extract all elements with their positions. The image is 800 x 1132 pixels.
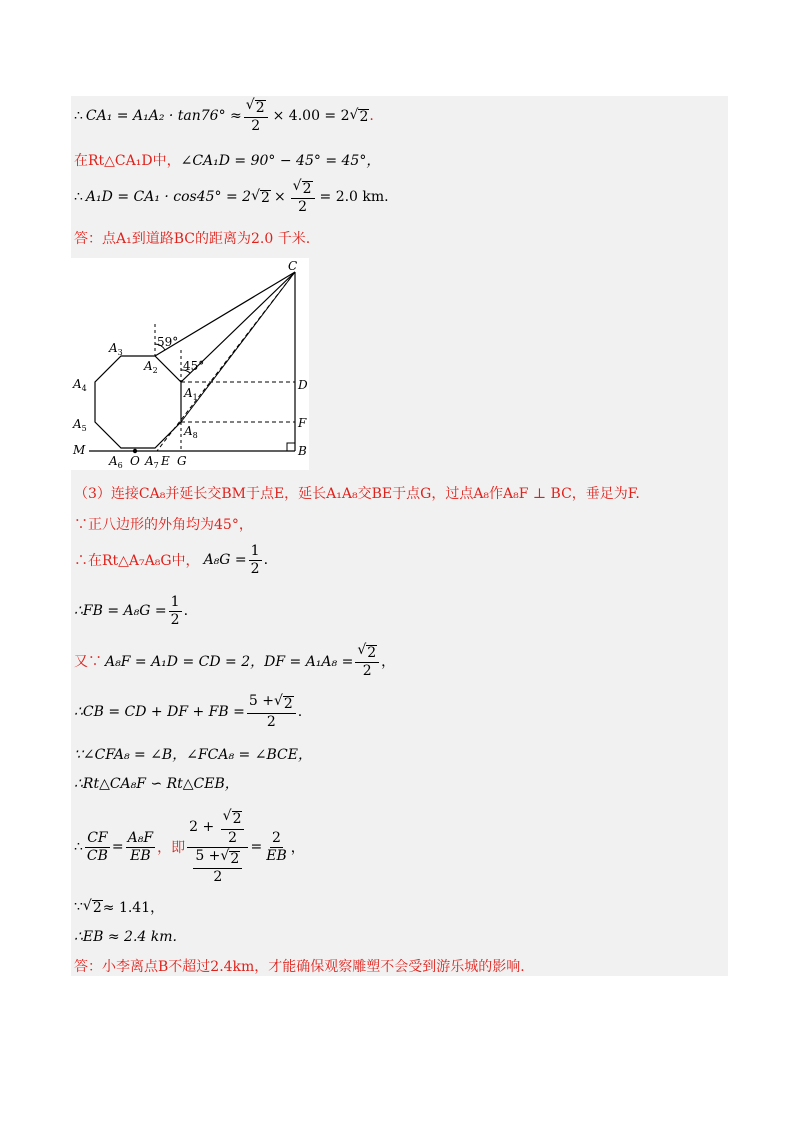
- line-a8g: ∴在Rt△A₇A₈G中， A₈G = $\frac{1}{2}$ .: [74, 542, 269, 577]
- answer-text: 答：小李离点B不超过2.4km，才能确保观察雕塑不会受到游乐城的影响.: [74, 959, 525, 975]
- a1d-result: = 2.0 km.: [319, 189, 389, 205]
- part3-intro: [74, 478, 640, 508]
- line-ca1: [74, 96, 374, 135]
- sqrt-approx-value: ≈ 1.41，: [102, 900, 165, 916]
- frac-num: 2: [272, 829, 281, 846]
- answer-text: 答：点A₁到道路BC的距离为2.0 千米.: [74, 231, 311, 247]
- a8g-equation: A₈G =: [203, 552, 247, 568]
- sqrt-2: √ 2: [82, 897, 102, 916]
- label-a1: $A_1$: [184, 386, 198, 402]
- big-num-sqrt: 2: [232, 811, 242, 828]
- frac-num: 2: [367, 644, 377, 661]
- line-ca8: [181, 272, 295, 422]
- angle-equation: ∠CA₁D = 90° − 45° = 45°，: [180, 153, 381, 169]
- frac-den: EB: [266, 847, 287, 864]
- frac-den: 2: [298, 199, 308, 216]
- sqrt2-over-2: √ 2 2: [244, 98, 268, 134]
- therefore-symbol: ∴: [74, 189, 83, 205]
- answer-part3: [74, 951, 525, 981]
- one-half: [169, 595, 182, 627]
- line-rt-triangle: [74, 145, 380, 175]
- big-num-den: 2: [228, 829, 238, 846]
- frac-num: 2: [302, 180, 312, 197]
- frac-num: A₈F: [127, 829, 154, 846]
- sqrt-2: √ 2: [349, 106, 369, 125]
- therefore-symbol: ∴: [74, 839, 83, 855]
- line-angles: [74, 739, 312, 769]
- fb-equation: ∴FB = A₈G =: [74, 603, 167, 619]
- a1d-equation: A₁D = CA₁ · cos45° = 2: [85, 189, 252, 205]
- frac-num-pre: 5 +: [248, 692, 274, 709]
- line-similar: [74, 768, 239, 798]
- big-num-pre: 2 +: [189, 819, 215, 836]
- label-a5: $A_5$: [73, 417, 87, 433]
- label-a6: $A_6$: [109, 454, 123, 470]
- sqrt-2: √ 2: [251, 187, 270, 206]
- cb-equation: ∴CB = CD + DF + FB =: [74, 704, 245, 720]
- sqrt-radicand: 2: [92, 899, 102, 916]
- label-d: D: [298, 378, 308, 392]
- ca1-tail: × 4.00 = 2: [272, 108, 350, 124]
- label-c: C: [288, 259, 298, 273]
- frac-num: CF: [87, 829, 108, 846]
- rt-triangle-text: 在Rt△CA₁D中，: [74, 153, 181, 169]
- line-a8f: 又∵ A₈F = A₁D = CD = 2，DF = A₁A₈ = √ 2 2 ，: [74, 641, 396, 680]
- sqrt2-over-2: √ 2 2: [291, 179, 315, 215]
- label-a2: $A_2$: [144, 359, 158, 375]
- therefore-symbol: ∴: [74, 108, 83, 124]
- label-angle-59: 59°: [157, 335, 179, 349]
- sqrt-radicand: 2: [261, 189, 270, 206]
- big-den-pre: 5 +: [195, 847, 221, 864]
- frac-den: 2: [250, 560, 260, 577]
- a8g-prefix: ∴在Rt△A₇A₈G中，: [74, 553, 200, 569]
- label-m: M: [73, 443, 86, 457]
- label-g: G: [177, 454, 187, 468]
- angles-equation: ∵∠CFA₈ = ∠B，∠FCA₈ = ∠BCE，: [74, 747, 312, 763]
- line-ratio: ∴ $\frac{CF}{CB}$ = $\frac{\text{A₈F}}{EB}$ ，即 2 + √ 2 2 5 + √ 2 2 = $\frac{2}{EB}$ ，: [74, 808, 305, 885]
- frac-den: 2: [170, 611, 180, 628]
- label-a7: $A_7$: [145, 454, 159, 470]
- frac-den: 2: [251, 118, 261, 135]
- compound-fraction: 2 + √ 2 2 5 + √ 2 2: [187, 809, 248, 884]
- eb-result: ∴EB ≈ 2.4 km.: [74, 929, 177, 945]
- line-exterior-angle: [74, 509, 253, 539]
- frac-num: 1: [250, 542, 260, 559]
- sqrt-radicand: 2: [359, 108, 369, 125]
- line-a1d: [74, 177, 389, 216]
- label-angle-45: 45°: [183, 359, 205, 373]
- ca1-equation: CA₁ = A₁A₂ · tan76° ≈: [85, 108, 242, 124]
- label-e: E: [161, 454, 170, 468]
- geometry-diagram: [71, 258, 309, 470]
- a8f-equation: A₈F = A₁D = CD = 2，DF = A₁A₈ =: [105, 654, 354, 670]
- octagon-shape: [95, 356, 181, 448]
- sqrt2-over-2: √ 2 2: [355, 643, 379, 679]
- frac-den: 2: [266, 714, 276, 731]
- frac-num: 1: [170, 593, 180, 610]
- line-cb: ∴CB = CD + DF + FB = 5 + √ 2 2 .: [74, 692, 303, 731]
- one-half: [249, 544, 262, 576]
- five-plus-sqrt2-over-2: 5 + √ 2 2: [247, 694, 296, 730]
- big-den-sqrt: 2: [230, 850, 240, 867]
- period: .: [369, 108, 374, 124]
- a8f-prefix: 又∵: [74, 654, 102, 670]
- line-eb: [74, 922, 177, 952]
- frac-den: CB: [86, 847, 108, 864]
- frac-den: EB: [130, 847, 151, 864]
- octagon-figure: [71, 258, 309, 470]
- label-o: O: [130, 454, 140, 468]
- times-symbol: ×: [273, 189, 286, 205]
- part3-intro-text: （3）连接CA₈并延长交BM于点E，延长A₁A₈交BE于点G，过点A₈作A₈F ⊥ BC，垂足为F.: [74, 486, 640, 502]
- frac-num-sqrt: 2: [283, 695, 293, 712]
- point-o: [133, 449, 137, 453]
- label-a4: $A_4$: [73, 377, 87, 393]
- label-f: F: [298, 416, 307, 430]
- line-fb: ∴FB = A₈G = $\frac{1}{2}$ .: [74, 593, 189, 628]
- two-over-eb: [264, 831, 289, 863]
- line-sqrt-approx: [74, 892, 164, 922]
- frac-den: 2: [362, 663, 372, 680]
- a8f-over-eb: [126, 831, 155, 863]
- label-b: B: [298, 444, 307, 458]
- label-a8: $A_8$: [184, 424, 198, 440]
- big-den-den: 2: [213, 868, 223, 885]
- exterior-angle-text: ∵正八边形的外角均为45°，: [74, 517, 253, 533]
- label-a3: $A_3$: [109, 341, 123, 357]
- cf-over-cb: [85, 831, 110, 863]
- ratio-mid-text: ，即: [157, 840, 186, 856]
- answer-part2: [74, 223, 310, 253]
- right-angle-mark: [287, 443, 295, 451]
- similar-triangles: ∴Rt△CA₈F ∽ Rt△CEB，: [74, 776, 239, 792]
- frac-num: 2: [255, 99, 265, 116]
- because-symbol: ∵: [74, 899, 83, 915]
